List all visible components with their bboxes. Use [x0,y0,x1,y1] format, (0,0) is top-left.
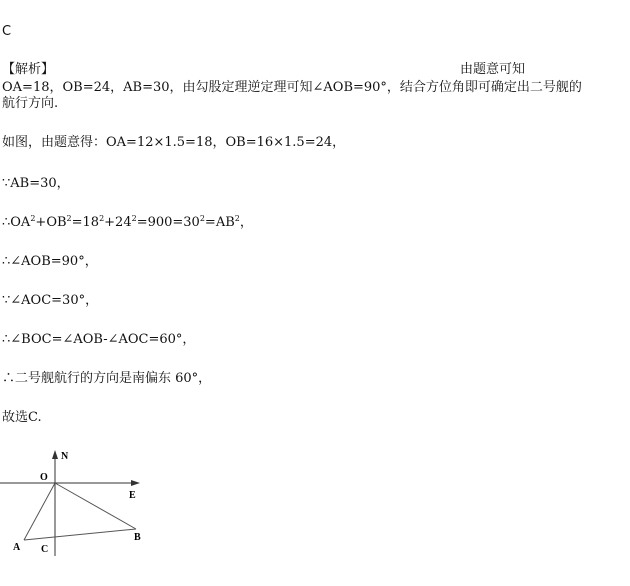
exponent: 2 [199,214,205,223]
answer-letter: C [2,24,12,39]
analysis-intro-line-1: OA=18，OB=24，AB=30，由勾股定理逆定理可知∠AOB=90°，结合方位角即可确定出二号舰的 [2,80,582,95]
east-arrowhead [131,480,140,486]
segment-ab [24,529,136,540]
exponent: 2 [131,214,137,223]
label-a: A [13,542,21,553]
step3-part: =18 [71,215,100,230]
solution-step-5: ∵∠AOC=30°， [2,293,99,308]
analysis-label: 【解析】 [2,62,55,77]
north-arrowhead [52,450,58,459]
step3-part: ， [239,215,253,230]
solution-step-2: ∵AB=30， [2,176,70,191]
step3-part: +24 [104,215,132,230]
step3-part: =AB [204,215,235,230]
step3-part: ∴OA [2,215,31,230]
label-o: O [40,472,48,483]
label-n: N [61,451,69,462]
geometry-figure [0,448,180,586]
step3-part: +OB [35,215,67,230]
solution-step-1: 如图，由题意得：OA=12×1.5=18，OB=16×1.5=24， [2,135,346,150]
exponent: 2 [234,214,240,223]
solution-step-7: ∴二号舰航行的方向是南偏东 60°， [2,371,212,386]
segment-oa [24,483,55,540]
solution-step-6: ∴∠BOC=∠AOB-∠AOC=60°， [2,332,196,347]
segment-ob [55,483,136,529]
solution-conclusion: 故选C. [2,410,42,425]
solution-step-3 [2,215,253,231]
exponent: 2 [99,214,105,223]
solution-step-4: ∴∠AOB=90°， [2,254,98,269]
exponent: 2 [66,214,72,223]
label-b: B [134,532,141,543]
label-e: E [129,490,136,501]
analysis-intro-right: 由题意可知 [460,62,526,77]
exponent: 2 [30,214,36,223]
label-c: C [41,544,49,555]
step3-part: =900=30 [136,215,200,230]
analysis-intro-line-2: 航行方向. [2,96,59,111]
